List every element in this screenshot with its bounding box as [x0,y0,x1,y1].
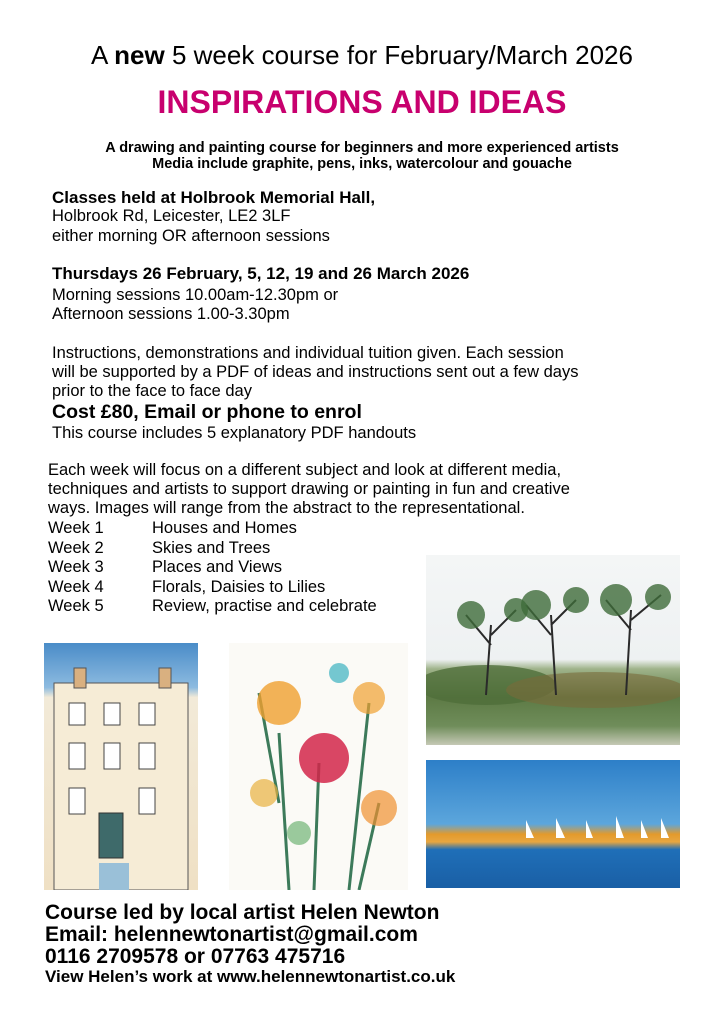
week-label: Week 2 [48,539,104,557]
focus-line-1: Each week will focus on a different subject and look at different media, [48,461,562,479]
contact-email[interactable]: Email: helennewtonartist@gmail.com [45,923,418,946]
handouts: This course includes 5 explanatory PDF handouts [52,424,417,442]
week-label: Week 4 [48,578,104,596]
week-topic: Skies and Trees [152,539,271,557]
info-line-2: will be supported by a PDF of ideas and instructions sent out a few days [52,363,579,381]
info-line-3: prior to the face to face day [52,382,252,400]
venue-heading: Classes held at Holbrook Memorial Hall, [52,188,376,207]
contact-phone: 0116 2709578 or 07763 475716 [45,945,346,968]
info-line-1: Instructions, demonstrations and individual tuition given. Each session [52,344,564,362]
focus-line-3: ways. Images will range from the abstract to the representational. [48,499,525,517]
week-row [48,578,325,597]
week-row [48,597,377,616]
week-topic: Florals, Daisies to Lilies [152,578,326,596]
house-painting [44,643,198,890]
afternoon-sessions: Afternoon sessions 1.00-3.30pm [52,305,290,323]
intro-pre: A [91,40,115,70]
subtitle-2: Media include graphite, pens, inks, watercolour and gouache [152,156,572,172]
week-label: Week 5 [48,597,104,615]
week-row [48,558,282,577]
focus-line-2: techniques and artists to support drawing or painting in fun and creative [48,480,570,498]
week-row [48,519,297,538]
sea-painting [426,760,680,888]
morning-sessions: Morning sessions 10.00am-12.30pm or [52,286,339,304]
subtitle-1: A drawing and painting course for beginners and more experienced artists [105,140,619,156]
cost: Cost £80, Email or phone to enrol [52,401,362,423]
intro-new: new [114,40,165,70]
website-link[interactable]: www.helennewtonartist.co.uk [216,967,456,986]
flowers-painting [229,643,408,890]
week-row [48,539,270,558]
week-topic: Places and Views [152,558,282,576]
venue-address: Holbrook Rd, Leicester, LE2 3LF [52,207,291,225]
course-leader: Course led by local artist Helen Newton [45,901,440,924]
view-work-line [45,968,455,985]
trees-painting [426,555,680,745]
week-topic: Houses and Homes [152,519,297,537]
week-label: Week 3 [48,558,104,576]
dates-heading: Thursdays 26 February, 5, 12, 19 and 26 March 2026 [52,264,470,283]
venue-sessions: either morning OR afternoon sessions [52,227,330,245]
course-title: INSPIRATIONS AND IDEAS [157,84,567,120]
intro-post: 5 week course for February/March 2026 [164,40,633,70]
view-work-text: View Helen’s work at [45,967,217,986]
week-topic: Review, practise and celebrate [152,597,377,615]
week-label: Week 1 [48,519,104,537]
intro-line [0,42,724,68]
